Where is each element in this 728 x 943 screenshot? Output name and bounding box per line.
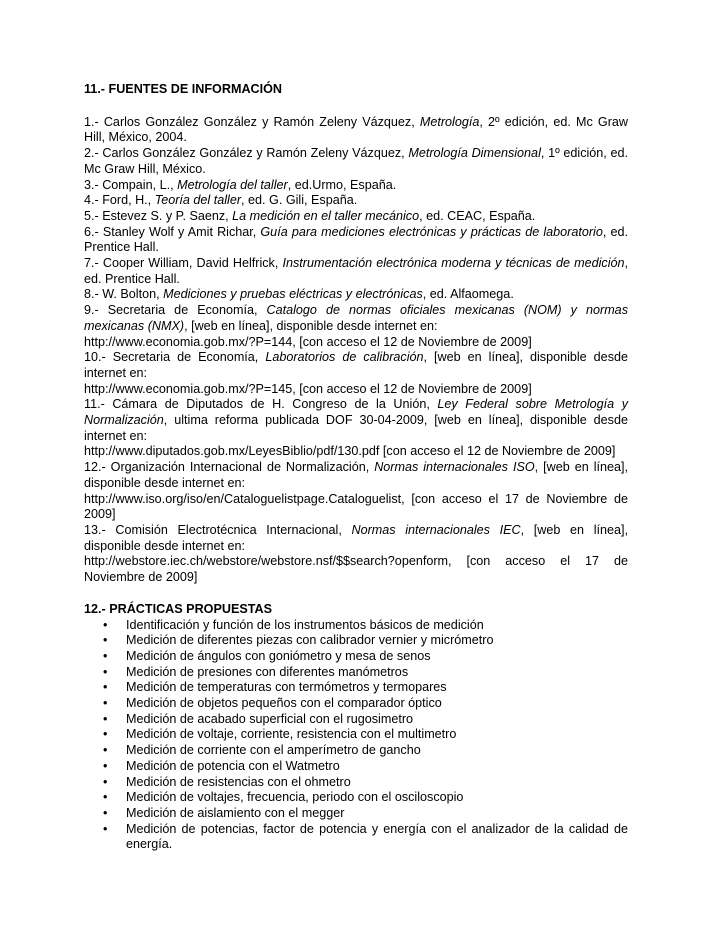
practice-text: Identificación y función de los instrumentos básicos de medición xyxy=(126,617,484,632)
reference-title: Ley Federal sobre Metrología y Normalización xyxy=(84,397,628,428)
reference-text: 6.- Stanley Wolf y Amit Richar, xyxy=(84,224,261,239)
sources-heading: 11.- FUENTES DE INFORMACIÓN xyxy=(84,82,283,96)
reference-title: Instrumentación electrónica moderna y técnicas de medición xyxy=(282,256,625,271)
reference-text: , ed. G. Gili, España. xyxy=(241,193,358,208)
practice-item xyxy=(103,758,628,775)
reference-text: 10.- Secretaria de Economía, xyxy=(84,350,266,365)
practice-item xyxy=(103,727,628,743)
reference-text: , ed. CEAC, España. xyxy=(419,208,536,223)
reference-text: 8.- W. Bolton, xyxy=(84,287,164,302)
reference-item xyxy=(84,303,628,350)
reference-url: http://www.iso.org/iso/en/Cataloguelistpage.Cataloguelist, [con acceso el 17 de Noviembre de 2009] xyxy=(84,491,628,522)
reference-text: , ed. Prentice Hall. xyxy=(84,256,629,286)
reference-title: Laboratorios de calibración xyxy=(265,350,424,365)
practice-text: Medición de corriente con el amperímetro de gancho xyxy=(126,743,421,758)
reference-url: http://www.diputados.gob.mx/LeyesBiblio/pdf/130.pdf [con acceso el 12 de Noviembre de 2009] xyxy=(84,444,616,459)
bullet-icon: • xyxy=(103,664,108,679)
reference-text: 7.- Cooper William, David Helfrick, xyxy=(84,256,283,271)
reference-text: , ultima reforma publicada DOF 30-04-2009, [web en línea], disponible desde internet en: xyxy=(84,413,628,443)
practice-item xyxy=(103,633,628,649)
reference-text: , 1º edición, ed. Mc Graw Hill, México. xyxy=(84,146,629,176)
reference-text: 2.- Carlos González González y Ramón Zeleny Vázquez, xyxy=(84,146,409,161)
reference-title: Teoría del taller xyxy=(154,193,242,208)
bullet-icon: • xyxy=(103,758,108,773)
practice-item xyxy=(103,617,628,634)
reference-title: Catalogo de normas oficiales mexicanas (NOM) y normas mexicanas (NMX) xyxy=(84,303,628,333)
reference-url: http://www.economia.gob.mx/?P=144, [con acceso el 12 de Noviembre de 2009] xyxy=(84,334,532,349)
reference-title: Metrología del taller xyxy=(177,177,288,192)
practice-item xyxy=(103,743,628,759)
reference-title: Mediciones y pruebas eléctricas y electrónicas xyxy=(163,287,423,302)
practice-text: Medición de acabado superficial con el rugosimetro xyxy=(126,711,414,726)
references-list xyxy=(84,115,628,586)
reference-url: http://webstore.iec.ch/webstore/webstore.nsf/$$search?openform, [con acceso el 17 de Noviembre de 2009] xyxy=(84,554,628,585)
bullet-icon: • xyxy=(103,743,108,758)
reference-text: 11.- Cámara de Diputados de H. Congreso de la Unión, xyxy=(84,397,438,412)
reference-item xyxy=(84,397,628,460)
reference-item xyxy=(84,146,628,177)
practices-heading: 12.- PRÁCTICAS PROPUESTAS xyxy=(84,601,273,616)
practice-item xyxy=(103,821,628,853)
reference-text: , ed.Urmo, España. xyxy=(287,177,397,192)
reference-text: , [web en línea], disponible desde internet en: xyxy=(84,350,628,380)
reference-text: , ed. Prentice Hall. xyxy=(84,224,629,255)
reference-text: 5.- Estevez S. y P. Saenz, xyxy=(84,208,233,223)
practice-item xyxy=(103,790,628,806)
reference-item xyxy=(84,225,628,256)
reference-text: 9.- Secretaria de Economía, xyxy=(84,303,267,318)
reference-text: 4.- Ford, H., xyxy=(84,193,155,208)
reference-item xyxy=(84,193,628,209)
practice-text: Medición de aislamiento con el megger xyxy=(126,805,345,820)
bullet-icon: • xyxy=(103,790,108,805)
bullet-icon: • xyxy=(103,821,108,836)
reference-item xyxy=(84,178,628,194)
practice-item xyxy=(103,664,628,681)
reference-title: Guía para mediciones electrónicas y prácticas de laboratorio xyxy=(260,224,603,239)
reference-item xyxy=(84,523,628,586)
reference-url: http://www.economia.gob.mx/?P=145, [con acceso el 12 de Noviembre de 2009] xyxy=(84,381,532,396)
practice-text: Medición de presiones con diferentes manómetros xyxy=(126,664,409,679)
bullet-icon: • xyxy=(103,696,108,711)
bullet-icon: • xyxy=(103,648,108,663)
bullet-icon: • xyxy=(103,711,108,726)
reference-text: , [web en línea], disponible desde internet en: xyxy=(84,522,628,553)
practice-text: Medición de potencia con el Watmetro xyxy=(126,758,340,773)
reference-item xyxy=(84,460,628,523)
reference-title: Normas internacionales ISO xyxy=(374,460,535,475)
reference-item xyxy=(84,256,628,287)
practice-item xyxy=(103,648,628,665)
reference-text: 3.- Compain, L., xyxy=(84,177,178,192)
practice-text: Medición de potencias, factor de potencia y energía con el analizador de la calidad de energía. xyxy=(126,821,628,852)
reference-text: 13.- Comisión Electrotécnica Internacional, xyxy=(84,522,352,537)
practice-item xyxy=(103,680,628,696)
practice-text: Medición de voltaje, corriente, resistencia con el multimetro xyxy=(126,727,457,742)
reference-text: , ed. Alfaomega. xyxy=(422,287,514,302)
reference-title: Metrología xyxy=(419,114,480,129)
bullet-icon: • xyxy=(103,633,108,648)
bullet-icon: • xyxy=(103,727,108,742)
practice-item xyxy=(103,696,628,712)
practice-text: Medición de temperaturas con termómetros y termopares xyxy=(126,680,447,695)
practices-list xyxy=(84,618,628,854)
reference-text: 1.- Carlos González González y Ramón Zeleny Vázquez, xyxy=(84,114,420,129)
reference-text: , 2º edición, ed. Mc Graw Hill, México, 2004. xyxy=(84,114,628,145)
reference-text: , [web en línea], disponible desde internet en: xyxy=(184,318,438,333)
bullet-icon: • xyxy=(103,805,108,820)
reference-title: Normas internacionales IEC xyxy=(351,522,521,537)
reference-item xyxy=(84,350,628,397)
reference-text: , [web en línea], disponible desde internet en: xyxy=(84,460,628,490)
reference-item xyxy=(84,115,628,146)
bullet-icon: • xyxy=(103,680,108,695)
practice-text: Medición de voltajes, frecuencia, periodo con el osciloscopio xyxy=(126,790,464,805)
reference-title: Metrología Dimensional xyxy=(408,146,541,161)
practice-text: Medición de ángulos con goniómetro y mesa de senos xyxy=(126,648,431,663)
practice-item xyxy=(103,711,628,728)
practice-item xyxy=(103,774,628,791)
practice-text: Medición de diferentes piezas con calibrador vernier y micrómetro xyxy=(126,633,494,648)
practice-item xyxy=(103,805,628,822)
reference-text: 12.- Organización Internacional de Normalización, xyxy=(84,460,375,475)
practice-text: Medición de objetos pequeños con el comparador óptico xyxy=(126,696,442,711)
bullet-icon: • xyxy=(103,774,108,789)
bullet-icon: • xyxy=(103,617,108,632)
reference-item xyxy=(84,209,628,225)
practice-text: Medición de resistencias con el ohmetro xyxy=(126,774,351,789)
reference-title: La medición en el taller mecánico xyxy=(232,208,420,223)
reference-item xyxy=(84,287,628,303)
